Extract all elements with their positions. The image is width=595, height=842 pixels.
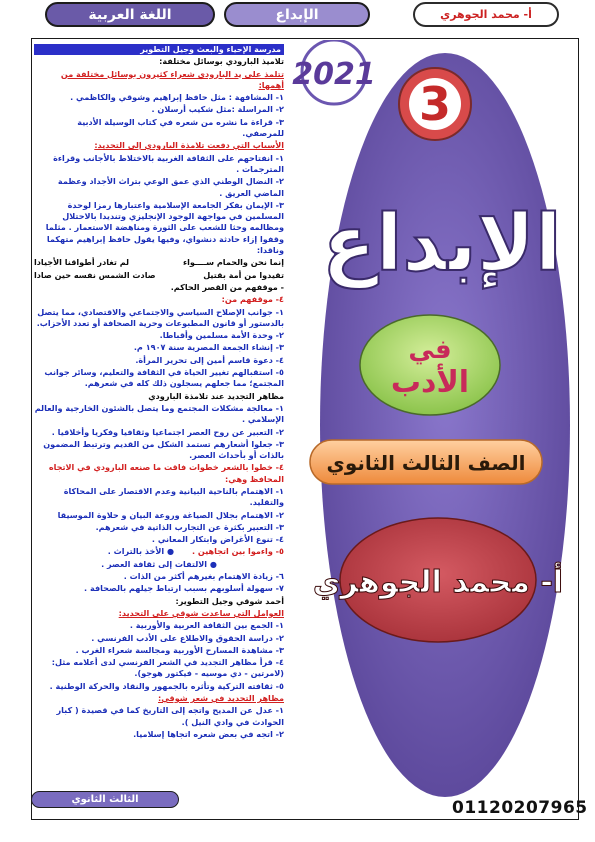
text-line: ٣- قراءة ما نشره من شعره في كتاب الوسيلة الأدبية للمرصفي. (77, 116, 284, 139)
text-line: ٥- ثقافته التركية وتأثره بالجمهور والنقاد والحركة الوطنية . (49, 680, 284, 691)
text-line: ● الالتفات إلى ثقافة العصر . (101, 558, 217, 569)
section-heading: ٤- خطوا بالشعر خطوات فاقت ما صنعه البارودي في الاتجاه المحافظ وهي: (48, 462, 284, 484)
text-line: ١- جوانب الإصلاح السياسي والاجتماعي والاقتصادي، مما يتصل بالدستور أو قانون المطبوعات وحرية الصحافة أو تعدد الأحزاب. (36, 306, 284, 328)
teacher-text: أ- محمد الجوهري (312, 565, 564, 600)
section-heading: ٤- موقفهم من: (221, 294, 284, 305)
subject-pill: اللغة العربية (45, 2, 215, 27)
text-line: تلاميذ البارودي بوسائل مختلفة: (159, 56, 284, 67)
text-line: ٢- الاهتمام بجلال الصياغة وروعة البيان و حلاوة الموسيقا (57, 509, 284, 520)
text-line: ٤- تنوع الأغراض وابتكار المعاني . (151, 534, 284, 545)
adab-bubble (360, 315, 500, 415)
section-heading: مظاهر التجديد في شعر شوقي: (157, 693, 284, 704)
text-line: ٣- مشاهدة المسارح الأوربية ومجالسة شعراء الغرب . (75, 644, 284, 655)
grade-footer-pill: الثالث الثانوي (31, 791, 179, 808)
text-line: ١- انفتاحهم على الثقافة الغربية بالاختلاط بالأجانب وقراءة المترجمات . (53, 152, 284, 174)
adab-text: الأدب (390, 365, 470, 400)
year-badge (292, 40, 376, 104)
lesson-number-badge (399, 68, 471, 140)
fi-text: في (408, 335, 452, 365)
text-line: ١- الجمع بين الثقافة العربية والأوربية . (129, 620, 284, 631)
purple-ellipse (320, 53, 570, 797)
verse-half: صادت الشمس نفسه حين صادا (34, 269, 156, 280)
text-line: ١- المشافهة : مثل حافظ إبراهيم وشوقي والكاظمي . (70, 92, 284, 103)
text-line: ١- معالجة مشكلات المجتمع وما يتصل بالشئون الخارجية والعالم الإسلامي . (34, 402, 284, 425)
text-line: ٢- المراسلة :مثل شكيب أرسلان . (151, 104, 284, 115)
text-line: ٢- اتجه في بعض شعره اتجاها إسلاميا. (133, 728, 284, 739)
text-line: ٢- وحدة الأمة مسلمين وأقباطا. (159, 330, 284, 341)
year-text: 2021 (292, 57, 376, 92)
text-line: ٣- التعبير بكثرة عن التجارب الذاتية في شعرهم. (95, 521, 284, 532)
text-line: ٥- استقبالهم تغيير الحياة في الثقافة والتعليم، وسائر جوانب المجتمع؛ مما جعلهم يسجلون ذلك كله في شعرهم. (44, 367, 284, 389)
text-span: ● الأخذ بالتراث . (107, 546, 175, 557)
text-line: ٤- دعوة قاسم أمين إلى تحرير المرأة. (135, 354, 284, 365)
section-heading: العوامل التي ساعدت شوقي على التجديد: (118, 607, 284, 618)
text-line: ٣- إنشاء الجمعة المصرية سنة ١٩٠٧ م. (133, 342, 284, 353)
text-line: ٣- جعلوا أشعارهم تستمد الشكل من القديم وترتبط المضمون بالذات أو بأحداث العصر. (43, 438, 284, 461)
text-line: ١- عدل عن المديح واتجه إلى التاريخ كما في قصيدة ( كبار الحوادث في وادي النيل ). (56, 705, 284, 727)
main-title: الإبداع (322, 199, 562, 289)
section-heading: تتلمذ على يد البارودي شعراء كثيرون بوسائل مختلفة من أهمها: (60, 68, 284, 90)
text-line: ٢- دراسة الحقوق والاطلاع على الأدب الفرنسي . (91, 632, 284, 643)
phone-number: 01120207965 (452, 798, 588, 818)
section-heading: الأسباب التي دفعت تلامذة البارودي إلى التجديد: (94, 140, 284, 151)
verse-half: لم تغادر أطواقنا الأجيادا (34, 257, 130, 268)
grade-banner (310, 440, 542, 484)
school-heading: مدرسة الإحياء والبعث وجيل التطوير (34, 44, 284, 55)
text-line: ١- الاهتمام بالناحية البيانية وعدم الاقتصار على المحاكاة والتقليد. (63, 485, 284, 508)
lesson-text-column (34, 44, 284, 814)
ibdaa-title-pill: الإبداع (224, 2, 370, 27)
text-line: ٧- سهولة أسلوبهم بسبب ارتباط جيلهم بالصحافة . (84, 583, 284, 594)
verse-row (34, 270, 284, 281)
number-text: 3 (418, 77, 452, 131)
text-span: ٥- واءموا بين اتجاهين . (192, 546, 284, 557)
verse-half: تقيدوا من أمة بقتيل (203, 269, 284, 280)
section-heading: أحمد شوقي وجيل التطوير: (175, 595, 284, 606)
text-line (34, 546, 284, 557)
text-line: ٢- النضال الوطني الذي عمق الوعي بتراث الأجداد وعظمة الماضي العريق . (57, 176, 284, 198)
text-line: ٢- التعبير عن روح العصر اجتماعيا وثقافيا وفكريا وأخلاقيا . (51, 426, 284, 437)
grade-text: الصف الثالث الثانوي (326, 451, 526, 475)
cover-art (290, 40, 580, 820)
teacher-name-pill: أ- محمد الجوهري (413, 2, 559, 27)
section-heading: مظاهر التجديد عند تلامذة البارودي (148, 390, 284, 401)
text-line: - موقفهم من القصر الحاكم. (170, 281, 284, 292)
text-line: ٤- قرأ مظاهر التجديد في الشعر الفرنسي لدى أعلامه مثل: (لامرتين - دي موسيه - فيكتور هوجو). (51, 657, 284, 679)
text-line: ٣- الإيمان بفكر الجامعة الإسلامية واعتبارها رمزا لوحدة المسلمين في مواجهة الوجود الإنجليزي وتنديدا بالاحتلال ومظالمه وحثا للشعب على الثورة ومناهضة الاستعمار . مثلما وقفوا إزاء حادثة دنشواي، وفيها يقول حافظ إبراهيم متهكما وناقدا: (45, 199, 284, 256)
verse-row (34, 257, 284, 268)
verse-half: إنما نحن والحمام ســــواء (183, 257, 284, 268)
text-line: ٦- زيادة الاهتمام بغيرهم أكثر من الذات . (123, 571, 284, 582)
